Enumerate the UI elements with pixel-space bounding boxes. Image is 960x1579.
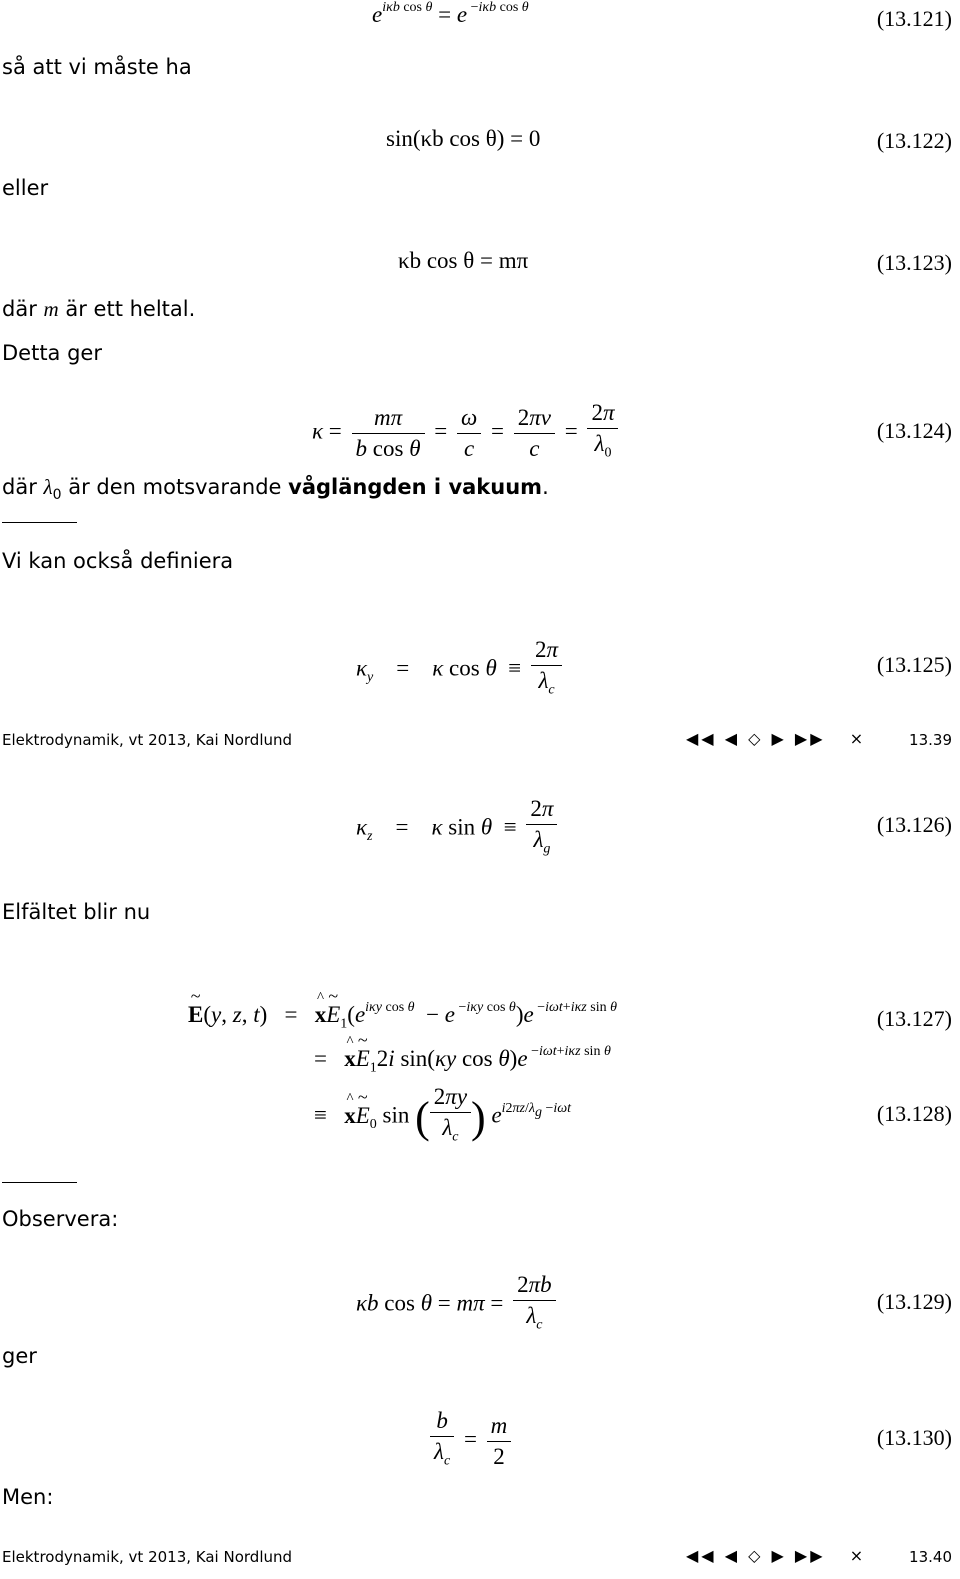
equation-13-123: κb cos θ = mπ [398, 248, 529, 273]
equation-13-122: sin(κb cos θ) = 0 [386, 126, 541, 151]
paragraph-text: så att vi måste ha [2, 55, 192, 79]
footer-text: Elektrodynamik, vt 2013, Kai Nordlund [2, 731, 293, 749]
equation-number: (13.124) [876, 418, 952, 443]
footnote-rule [2, 522, 77, 523]
left-triangle-icon[interactable]: ◀ [724, 729, 741, 748]
equation-13-121: $e^{i\kappa b cos \theta} = e$ $^{-i\kappa b cos \theta}$ [372, 0, 529, 27]
close-icon[interactable]: × [849, 729, 867, 748]
equation-number: (13.126) [876, 812, 952, 837]
paragraph-text: Vi kan också definiera [2, 549, 234, 573]
close-icon[interactable]: × [849, 1546, 867, 1565]
equation-number: (13.123) [876, 250, 952, 275]
equation-13-130: $\frac{b}{\lambda_c}$ = $\frac{m}{2}$ [426, 1406, 515, 1477]
paragraph-text: där $\lambda_0$ är den motsvarande våglängden i vakuum. [2, 475, 549, 504]
diamond-icon[interactable]: ◇ [748, 729, 764, 748]
paragraph-text: eller [2, 176, 49, 200]
equation-number: (13.129) [876, 1289, 952, 1314]
equation-number: (13.121) [876, 6, 952, 31]
paragraph-text: Men: [2, 1485, 54, 1509]
right-triangle-icon[interactable]: ▶ [771, 1546, 787, 1565]
double-right-triangle-icon[interactable]: ▶▶ [794, 1546, 826, 1565]
equation-number: (13.125) [876, 652, 952, 677]
double-left-triangle-icon[interactable]: ◀◀ [686, 1546, 717, 1565]
paragraph-text: där m är ett heltal. [2, 297, 196, 321]
equation-number: (13.130) [876, 1425, 952, 1450]
page-number: 13.39 [909, 731, 952, 749]
footnote-rule [2, 1182, 77, 1183]
page-number: 13.40 [909, 1548, 952, 1566]
double-left-triangle-icon[interactable]: ◀◀ [686, 729, 717, 748]
diamond-icon[interactable]: ◇ [748, 1546, 764, 1565]
equation-13-127: ~ E(y, z, t) = ^ x~ $E_1(e^{i\kappa y cos \theta} - e$ $^{-i\kappa y cos \theta}$)e $^{-i\omega t+i\kappa z sin \theta}$ [188, 1002, 617, 1033]
equation-number: (13.122) [876, 128, 952, 153]
equation-13-125: $\kappa_y$ = κ cos θ ≡ $\frac{2\pi}{\lambda_c}$ [356, 635, 566, 706]
equation-13-126: $\kappa_z$ = κ sin θ ≡ $\frac{2\pi}{\lambda_g}$ [356, 794, 561, 865]
equation-number: (13.128) [876, 1101, 952, 1126]
equation-13-124: κ = $\frac{m\pi}{\text{b cos θ}}$ = $\frac{\omega}{c}$ = $\frac{2\pi\nu}{c}$ = $\frac{2\pi}{\lambda_0}$ [312, 398, 622, 469]
footer-text: Elektrodynamik, vt 2013, Kai Nordlund [2, 1548, 293, 1566]
paragraph-text: Observera: [2, 1207, 119, 1231]
navigation-bar [686, 1546, 866, 1565]
double-right-triangle-icon[interactable]: ▶▶ [794, 729, 826, 748]
paragraph-text: Elfältet blir nu [2, 900, 151, 924]
left-triangle-icon[interactable]: ◀ [724, 1546, 741, 1565]
navigation-bar [686, 729, 866, 748]
right-triangle-icon[interactable]: ▶ [771, 729, 787, 748]
paragraph-text: Detta ger [2, 341, 102, 365]
equation-13-128: ≡ ^ x~ $E_0$ sin ( $\frac{2\pi y}{\lambda_c}$ ) $e^{i2\pi z/\lambda_g -i\omega t}$ [314, 1082, 571, 1153]
equation-line: = ^ x~ $E_12i$ sin(κy cos θ)e $^{-i\omega t+i\kappa z sin \theta}$ [314, 1046, 611, 1077]
equation-number: (13.127) [876, 1006, 952, 1031]
equation-13-129: κb cos θ = mπ = $\frac{2\pi b}{\lambda_c}$ [356, 1270, 560, 1341]
paragraph-text: ger [2, 1344, 37, 1368]
